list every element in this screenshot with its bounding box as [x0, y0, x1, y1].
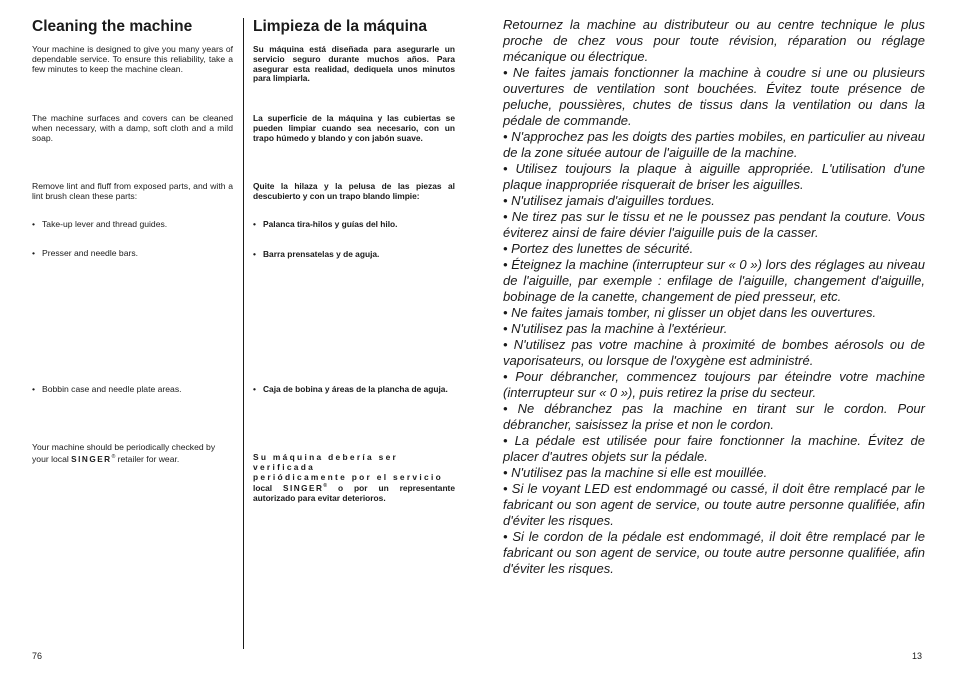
english-surfaces-paragraph: The machine surfaces and covers can be cleaned when necessary, with a damp, soft cloth and a mild soap. — [32, 113, 233, 143]
french-paragraph: • Portez des lunettes de sécurité. — [503, 241, 694, 256]
page-number-left: 76 — [32, 651, 43, 661]
spanish-title: Limpieza de la máquina — [253, 18, 427, 35]
english-bullet-text: Presser and needle bars. — [42, 248, 139, 258]
spanish-bullet-text: Palanca tira-hilos y guías del hilo. — [263, 219, 398, 229]
bullet-marker: • — [253, 249, 256, 259]
spanish-service-text-end: o por un representante autorizado para evitar deterioros. — [253, 483, 456, 503]
french-paragraph: • Utilisez toujours la plaque à aiguille appropriée. L'utilisation d'une plaque inappropriée risquerait de briser les aiguilles. — [503, 161, 925, 192]
french-paragraph: • Si le cordon de la pédale est endommagé, il doit être remplacé par le fabricant ou son agent de service, ou toute autre personne qualifiée, afin d'éviter les risques. — [503, 529, 925, 576]
page-number-right: 13 — [912, 651, 923, 661]
french-safety-text — [503, 17, 925, 577]
french-paragraph: • Si le voyant LED est endommagé ou cassé, il doit être remplacé par le fabricant ou son agent de service, ou toute autre personne qualifiée, afin d'éviter les risques. — [503, 481, 925, 528]
english-service-text-end: retailer for wear. — [117, 453, 180, 464]
english-bullet-text: Take-up lever and thread guides. — [42, 219, 168, 229]
french-paragraph: • N'utilisez pas la machine à l'extérieur. — [503, 321, 728, 336]
spanish-service-line: Su máquina debería ser verificada — [253, 452, 399, 472]
english-service-text: Your machine should be periodically checked by your local — [32, 442, 216, 464]
bullet-marker: • — [253, 384, 256, 394]
spanish-service-paragraph: Su máquina debería ser verificada periódicamente por el servicio local SINGER® o por un representante autorizado para evitar deterioros. — [253, 452, 456, 503]
french-paragraph: • Ne faites jamais fonctionner la machine à coudre si une ou plusieurs ouvertures de ventilation sont bouchées. Évitez toute présence de peluche, poussières, chutes de tissus dans la ventilation ou dans la pédale de commande. — [503, 65, 925, 128]
french-paragraph: Retournez la machine au distributeur ou au centre technique le plus proche de chez vous pour toute révision, réparation ou réglage mécanique ou électrique. — [503, 17, 925, 64]
french-paragraph: • Éteignez la machine (interrupteur sur « 0 ») lors des réglages au niveau de l'aiguille, par exemple : enfilage de l'aiguille, changement d'aiguille, bobinage de la canette, changement de pied presseur, etc. — [503, 257, 925, 304]
spanish-bullet-item — [253, 250, 379, 260]
english-bullet-item — [32, 385, 182, 395]
column-divider — [243, 18, 244, 649]
french-paragraph: • Ne tirez pas sur le tissu et ne le poussez pas pendant la couture. Vous éviterez ainsi de faire dévier l'aiguille puis de la casser. — [503, 209, 925, 240]
english-intro-paragraph: Your machine is designed to give you many years of dependable service. To ensure this reliability, take a few minutes to keep the machine clean. — [32, 44, 233, 74]
spanish-lint-paragraph: Quite la hilaza y la pelusa de las piezas al descubierto y con un trapo blando limpie: — [253, 181, 455, 201]
bullet-marker: • — [32, 248, 36, 258]
bullet-marker: • — [32, 384, 36, 394]
bullet-marker: • — [253, 219, 256, 229]
spanish-intro-paragraph: Su máquina está diseñada para asegurarle un servicio seguro durante muchos años. Para asegurar esta realidad, dediquela unos minutos para limpiarla. — [253, 44, 455, 84]
spanish-bullet-item — [253, 385, 455, 395]
english-lint-paragraph: Remove lint and fluff from exposed parts, and with a lint brush clean these parts: — [32, 181, 233, 201]
french-paragraph: • N'utilisez pas votre machine à proximité de bombes aérosols ou de vaporisateurs, ou lorsque de l'oxygène est administré. — [503, 337, 925, 368]
french-paragraph: • Ne faites jamais tomber, ni glisser un objet dans les ouvertures. — [503, 305, 877, 320]
english-bullet-text: Bobbin case and needle plate areas. — [42, 384, 182, 394]
spanish-bullet-item — [253, 220, 398, 230]
spanish-service-line: periódicamente por el servicio — [253, 471, 444, 482]
english-bullet-item — [32, 220, 167, 230]
french-paragraph: • Ne débranchez pas la machine en tirant sur le cordon. Pour débrancher, saisissez la prise et non le cordon. — [503, 401, 925, 432]
french-paragraph: • N'approchez pas les doigts des parties mobiles, en particulier au niveau de la zone située autour de l'aiguille de la machine. — [503, 129, 925, 160]
spanish-bullet-text: Caja de bobina y áreas de la plancha de aguja. — [263, 384, 448, 394]
singer-brand-logo: SINGER — [283, 484, 324, 494]
bullet-marker: • — [32, 219, 36, 229]
singer-brand-logo: SINGER — [71, 454, 112, 464]
english-service-paragraph: Your machine should be periodically checked by your local SINGER® retailer for wear. — [32, 442, 216, 464]
french-paragraph: • N'utilisez pas la machine si elle est mouillée. — [503, 465, 768, 480]
french-paragraph: • La pédale est utilisée pour faire fonctionner la machine. Évitez de placer d'autres objets sur la pédale. — [503, 433, 925, 464]
french-paragraph: • N'utilisez jamais d'aiguilles tordues. — [503, 193, 715, 208]
english-bullet-item — [32, 249, 138, 259]
spanish-bullet-text: Barra prensatelas y de aguja. — [263, 249, 380, 259]
spanish-service-text: local — [253, 483, 273, 494]
french-paragraph: • Pour débrancher, commencez toujours par éteindre votre machine (interrupteur sur « 0 »), puis retirez la prise du secteur. — [503, 369, 925, 400]
spanish-surfaces-paragraph: La superficie de la máquina y las cubiertas se pueden limpiar cuando sea necesario, con un trapo húmedo y blando y con jabón suave. — [253, 113, 455, 143]
english-title: Cleaning the machine — [32, 18, 193, 35]
